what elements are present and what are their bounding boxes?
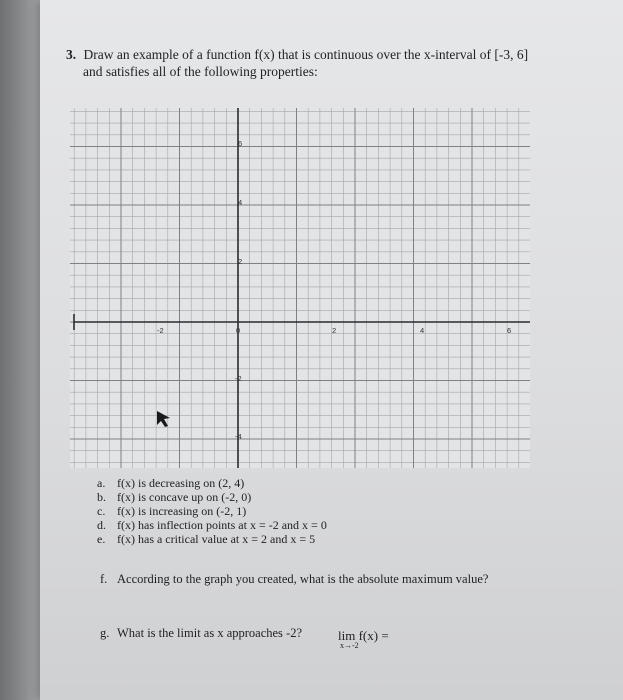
property-text: f(x) has inflection points at x = -2 and x = 0 <box>117 518 327 532</box>
problem-line-1 <box>66 46 546 63</box>
property-item <box>97 490 497 504</box>
property-item <box>97 532 497 546</box>
y-tick-label: -4 <box>235 432 242 441</box>
limit-subscript: x→-2 <box>340 641 359 650</box>
x-tick-label: 4 <box>420 326 425 335</box>
question-g-text: What is the limit as x approaches -2? <box>117 626 303 640</box>
properties-list <box>97 476 497 546</box>
x-tick-label: 0 <box>236 326 241 335</box>
y-tick-label: -2 <box>235 374 242 383</box>
y-tick-label: 2 <box>238 257 243 266</box>
property-label: d. <box>97 518 106 532</box>
question-f-text: According to the graph you created, what is the absolute maximum value? <box>117 572 489 586</box>
page-edge-shadow <box>0 0 42 700</box>
question-f <box>100 572 488 587</box>
x-tick-label: 2 <box>332 326 337 335</box>
question-f-label: f. <box>100 572 108 586</box>
limit-expression <box>338 628 389 650</box>
coordinate-grid <box>70 108 530 468</box>
question-g <box>100 626 302 641</box>
property-text: f(x) is decreasing on (2, 4) <box>117 476 245 490</box>
property-label: a. <box>97 476 106 490</box>
problem-statement <box>66 46 546 80</box>
y-tick-label: 6 <box>238 139 243 148</box>
y-tick-label: 4 <box>238 198 243 207</box>
problem-text-line-2: and satisfies all of the following properties: <box>83 64 318 79</box>
x-tick-label: -2 <box>157 326 164 335</box>
x-tick-label: 6 <box>507 326 512 335</box>
limit-main: lim f(x) = <box>338 628 389 643</box>
property-label: c. <box>97 504 106 518</box>
property-label: e. <box>97 532 106 546</box>
problem-number: 3. <box>66 47 77 62</box>
grid-background <box>70 108 530 468</box>
property-label: b. <box>97 490 106 504</box>
question-g-label: g. <box>100 626 110 640</box>
property-item <box>97 504 497 518</box>
property-text: f(x) is increasing on (-2, 1) <box>117 504 247 518</box>
property-item <box>97 518 497 532</box>
property-text: f(x) is concave up on (-2, 0) <box>117 490 252 504</box>
property-item <box>97 476 497 490</box>
problem-text-line-1: Draw an example of a function f(x) that is continuous over the x-interval of [-3, 6] <box>83 47 529 62</box>
property-text: f(x) has a critical value at x = 2 and x = 5 <box>117 532 316 546</box>
